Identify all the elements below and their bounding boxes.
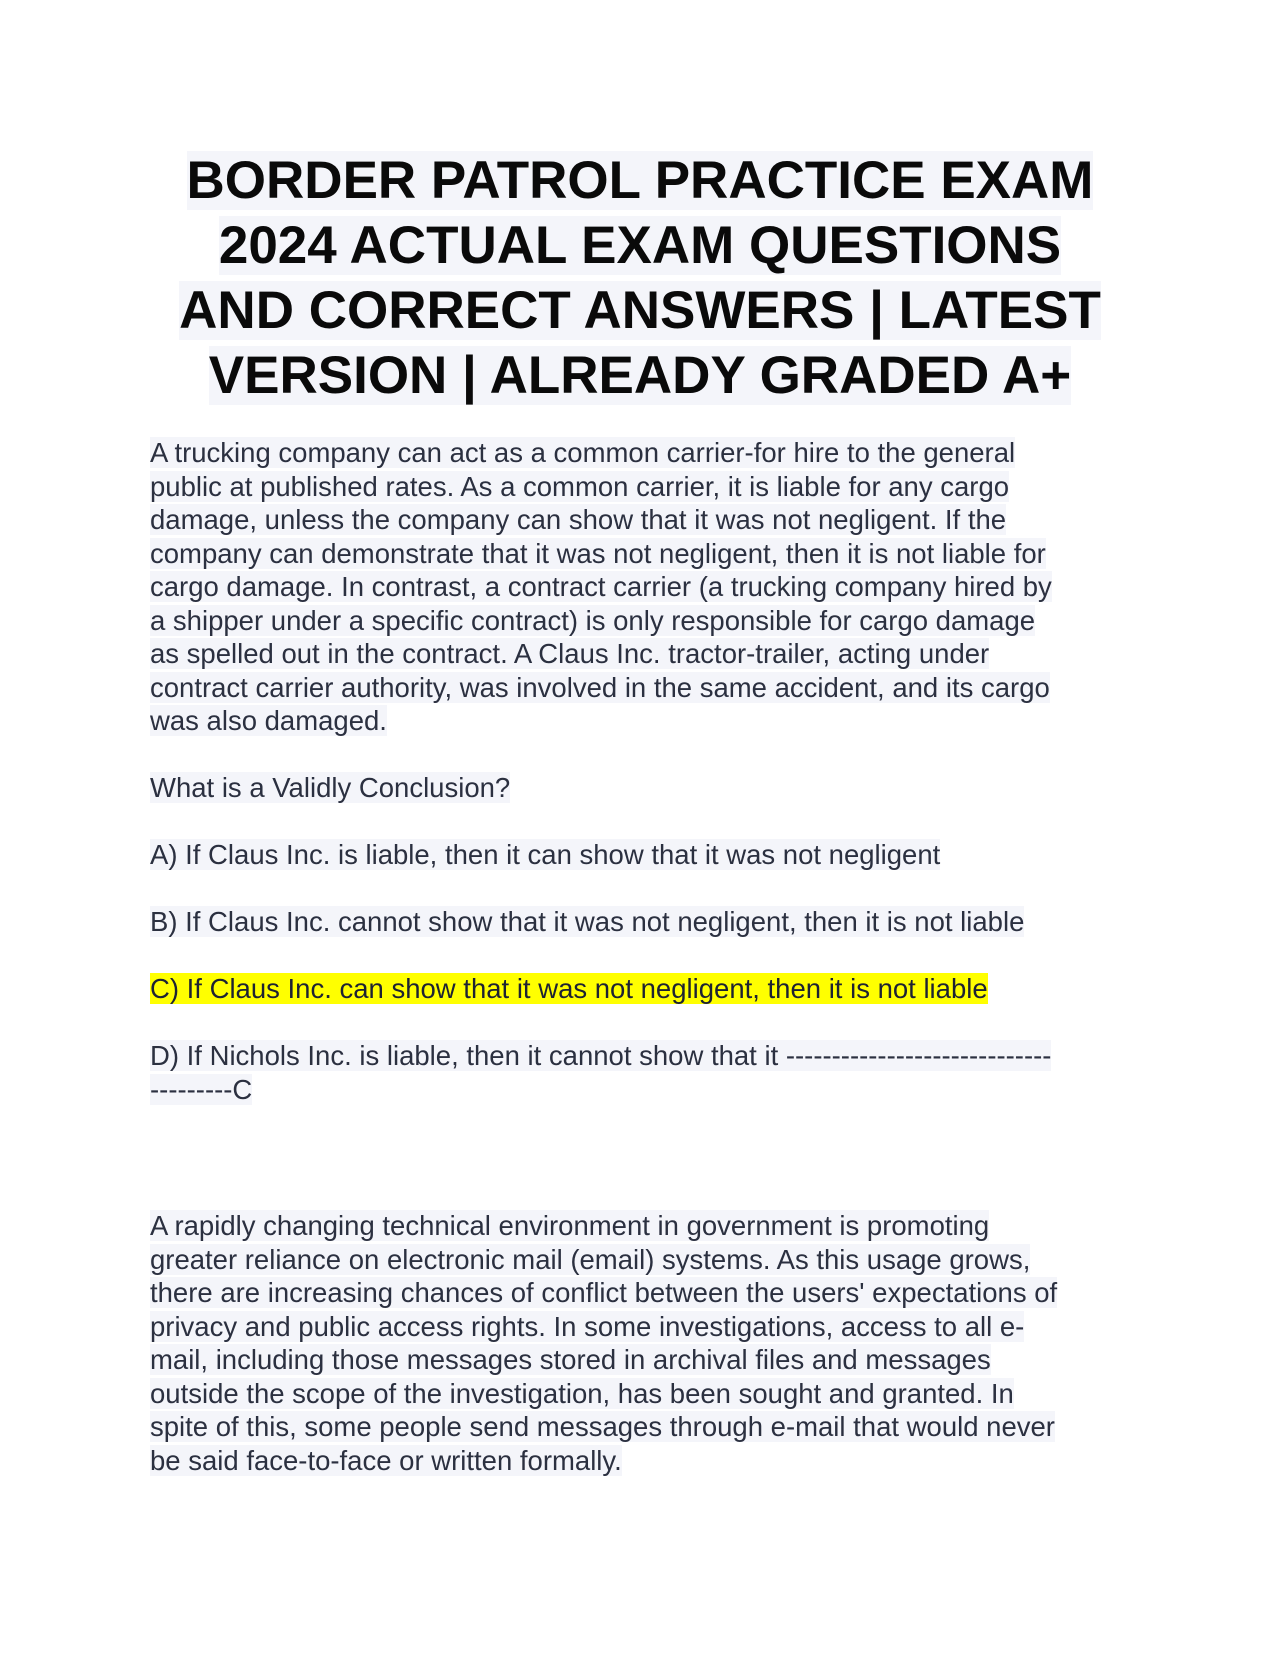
- option-d: [150, 1039, 1150, 1106]
- option-c-correct-answer: [150, 972, 1150, 1006]
- title-line: BORDER PATROL PRACTICE EXAM: [186, 151, 1094, 210]
- passage-line: be said face-to-face or written formally.: [150, 1444, 622, 1476]
- passage-line: damage, unless the company can show that it was not negligent. If the: [150, 504, 1007, 535]
- passage-line: a shipper under a specific contract) is only responsible for cargo damage: [150, 604, 1036, 636]
- title-line: 2024 ACTUAL EXAM QUESTIONS: [218, 216, 1062, 275]
- passage-line: privacy and public access rights. In some investigations, access to all e-: [150, 1310, 1025, 1342]
- passage-line: cargo damage. In contrast, a contract carrier (a trucking company hired by: [150, 571, 1052, 602]
- passage-line: greater reliance on electronic mail (email) systems. As this usage grows,: [150, 1243, 1031, 1275]
- passage-line: there are increasing chances of conflict between the users' expectations of: [150, 1277, 1058, 1308]
- question-2-passage: [150, 1209, 1150, 1477]
- title-line: AND CORRECT ANSWERS | LATEST: [179, 281, 1101, 340]
- passage-line: A trucking company can act as a common carrier-for hire to the general: [150, 437, 1016, 468]
- option-b-text: B) If Claus Inc. cannot show that it was not negligent, then it is not liable: [150, 906, 1025, 937]
- passage-line: as spelled out in the contract. A Claus Inc. tractor-trailer, acting under: [150, 638, 990, 669]
- passage-line: outside the scope of the investigation, has been sought and granted. In: [150, 1377, 1014, 1409]
- passage-line: A rapidly changing technical environment in government is promoting: [150, 1210, 990, 1241]
- document-title: [150, 148, 1130, 408]
- passage-line: contract carrier authority, was involved in the same accident, and its cargo: [150, 671, 1050, 703]
- passage-line: spite of this, some people send messages through e-mail that would never: [150, 1411, 1055, 1442]
- option-d-line: D) If Nichols Inc. is liable, then it cannot show that it -----------------------------: [150, 1040, 1052, 1071]
- option-a: [150, 838, 1150, 872]
- title-line: VERSION | ALREADY GRADED A+: [208, 346, 1072, 405]
- question-1-passage: [150, 436, 1150, 738]
- prompt-text: What is a Validly Conclusion?: [150, 772, 511, 803]
- passage-line: public at published rates. As a common carrier, it is liable for any cargo: [150, 470, 1010, 502]
- option-d-line: ---------C: [150, 1073, 253, 1105]
- passage-line: mail, including those messages stored in archival files and messages: [150, 1344, 991, 1375]
- passage-line: was also damaged.: [150, 705, 387, 736]
- passage-line: company can demonstrate that it was not negligent, then it is not liable for: [150, 537, 1046, 569]
- option-b: [150, 905, 1150, 939]
- option-a-text: A) If Claus Inc. is liable, then it can show that it was not negligent: [150, 839, 941, 870]
- option-c-text: C) If Claus Inc. can show that it was not negligent, then it is not liable: [150, 973, 988, 1004]
- question-1-prompt: [150, 771, 1150, 805]
